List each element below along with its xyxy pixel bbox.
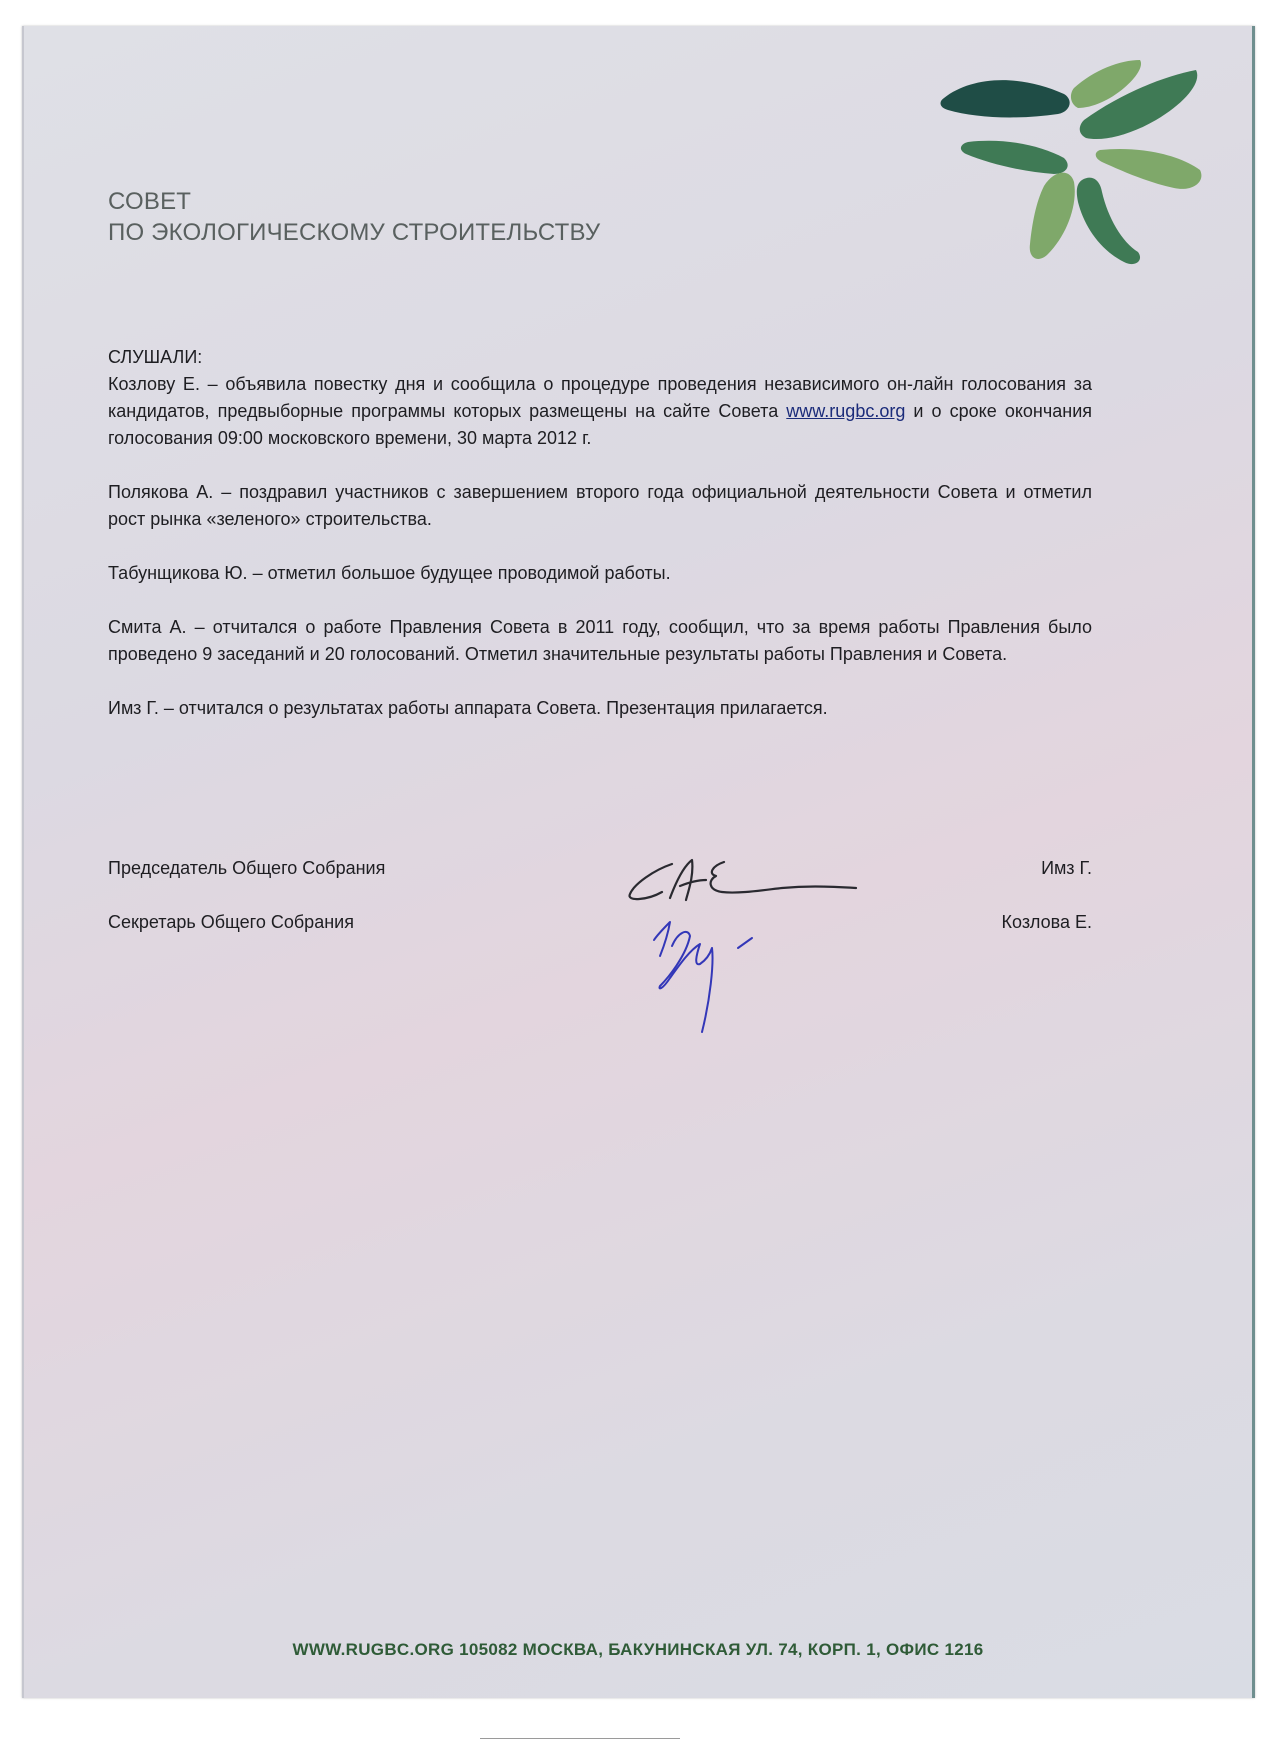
footer-address: WWW.RUGBC.ORG 105082 МОСКВА, БАКУНИНСКАЯ УЛ. 74, КОРП. 1, ОФИС 1216 xyxy=(292,1640,984,1659)
secretary-role: Секретарь Общего Собрания xyxy=(108,912,354,932)
paragraph-ims: Имз Г. – отчитался о результатах работы аппарата Совета. Презентация прилагается. xyxy=(108,698,828,718)
secretary-signature xyxy=(654,922,752,1032)
secretary-name: Козлова Е. xyxy=(1001,912,1092,932)
paragraph-polyakova: Полякова А. – поздравил участников с завершением второго года официальной деятельности Совета и отметил рост рынка «зеленого» строительства. xyxy=(108,482,1092,529)
paragraph-kozlova xyxy=(108,371,1092,452)
chair-signature xyxy=(630,860,856,900)
paragraph-tabunshchikova: Табунщикова Ю. – отметил большое будущее проводимой работы. xyxy=(108,563,671,583)
scan-edge-strip xyxy=(480,1738,680,1756)
document-page xyxy=(22,26,1255,1698)
paragraph-kozlova-text-1: Козлову Е. – объявила повестку дня и сообщила о процедуре проведения независимого он-лайн голосования за кандидатов, предвыборные программы которых размещены на сайте Совета xyxy=(108,374,1092,421)
organization-title xyxy=(108,186,600,248)
minutes-body xyxy=(108,344,1092,749)
website-link[interactable]: www.rugbc.org xyxy=(786,401,906,421)
paragraph-smith: Смита А. – отчитался о работе Правления Совета в 2011 году, сообщил, что за время работы Правления было проведено 9 заседаний и 20 голосований. Отметил значительные результаты работы Правления и Совета. xyxy=(108,617,1092,664)
organization-title-line1: СОВЕТ xyxy=(108,188,192,215)
chair-role: Председатель Общего Собрания xyxy=(108,858,386,878)
paragraph-kozlova-text-2: и о сроке окончания голосования 09:00 московского времени, 30 марта 2012 г. xyxy=(108,401,1092,448)
green-leaf-logo-icon xyxy=(924,46,1214,286)
chair-name: Имз Г. xyxy=(1041,858,1092,878)
heard-label: СЛУШАЛИ: xyxy=(108,347,203,367)
handwritten-signatures xyxy=(614,836,914,1076)
organization-title-line2: ПО ЭКОЛОГИЧЕСКОМУ СТРОИТЕЛЬСТВУ xyxy=(108,219,601,246)
